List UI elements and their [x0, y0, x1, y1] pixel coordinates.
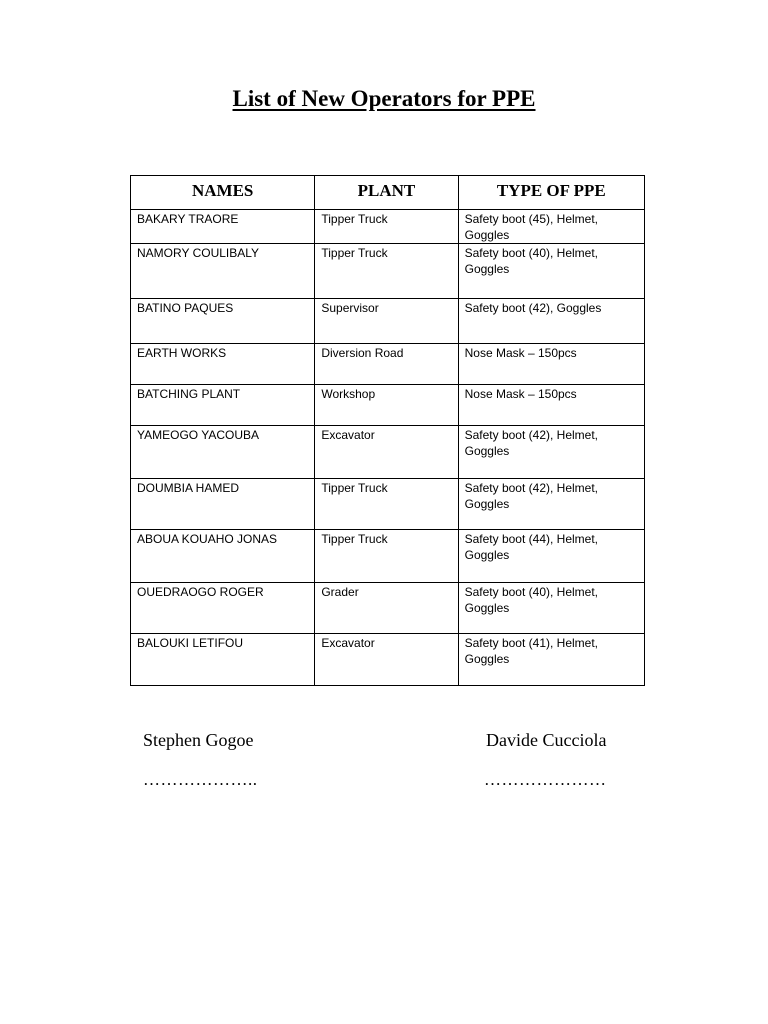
table-row: [131, 479, 645, 530]
cell-name: YAMEOGO YACOUBA: [131, 426, 315, 479]
cell-ppe: Safety boot (40), Helmet, Goggles: [458, 244, 644, 299]
table-row: [131, 634, 645, 686]
header-type-of-ppe: TYPE OF PPE: [458, 176, 644, 210]
cell-plant: Supervisor: [315, 299, 458, 344]
table-row: [131, 344, 645, 385]
signatory-left-name: Stephen Gogoe: [143, 730, 254, 750]
cell-plant: Tipper Truck: [315, 479, 458, 530]
cell-name: ABOUA KOUAHO JONAS: [131, 530, 315, 583]
header-names: NAMES: [131, 176, 315, 210]
cell-name: OUEDRAOGO ROGER: [131, 583, 315, 634]
cell-plant: Excavator: [315, 634, 458, 686]
cell-name: BATCHING PLANT: [131, 385, 315, 426]
cell-plant: Tipper Truck: [315, 210, 458, 244]
header-plant: PLANT: [315, 176, 458, 210]
cell-name: BATINO PAQUES: [131, 299, 315, 344]
signature-line-left: ………………..: [143, 770, 258, 789]
cell-name: DOUMBIA HAMED: [131, 479, 315, 530]
cell-plant: Excavator: [315, 426, 458, 479]
cell-name: BALOUKI LETIFOU: [131, 634, 315, 686]
document-title: List of New Operators for PPE: [232, 86, 536, 111]
cell-ppe: Safety boot (41), Helmet, Goggles: [458, 634, 644, 686]
table-row: [131, 583, 645, 634]
cell-plant: Tipper Truck: [315, 530, 458, 583]
cell-ppe: Safety boot (42), Helmet, Goggles: [458, 479, 644, 530]
cell-plant: Grader: [315, 583, 458, 634]
signatory-right-name: Davide Cucciola: [486, 730, 607, 750]
cell-ppe: Safety boot (40), Helmet, Goggles: [458, 583, 644, 634]
cell-plant: Diversion Road: [315, 344, 458, 385]
table-row: [131, 385, 645, 426]
cell-ppe: Safety boot (42), Goggles: [458, 299, 644, 344]
cell-name: EARTH WORKS: [131, 344, 315, 385]
table-row: [131, 299, 645, 344]
table-row: [131, 530, 645, 583]
table-row: [131, 244, 645, 299]
cell-name: NAMORY COULIBALY: [131, 244, 315, 299]
cell-plant: Tipper Truck: [315, 244, 458, 299]
cell-ppe: Nose Mask – 150pcs: [458, 385, 644, 426]
cell-ppe: Safety boot (44), Helmet, Goggles: [458, 530, 644, 583]
cell-ppe: Nose Mask – 150pcs: [458, 344, 644, 385]
operators-table: [130, 175, 645, 686]
cell-name: BAKARY TRAORE: [131, 210, 315, 244]
cell-plant: Workshop: [315, 385, 458, 426]
table-header-row: [131, 176, 645, 210]
cell-ppe: Safety boot (45), Helmet, Goggles: [458, 210, 644, 244]
table-row: [131, 426, 645, 479]
table-row: [131, 210, 645, 244]
cell-ppe: Safety boot (42), Helmet, Goggles: [458, 426, 644, 479]
signature-line-right: …………………: [484, 770, 607, 789]
